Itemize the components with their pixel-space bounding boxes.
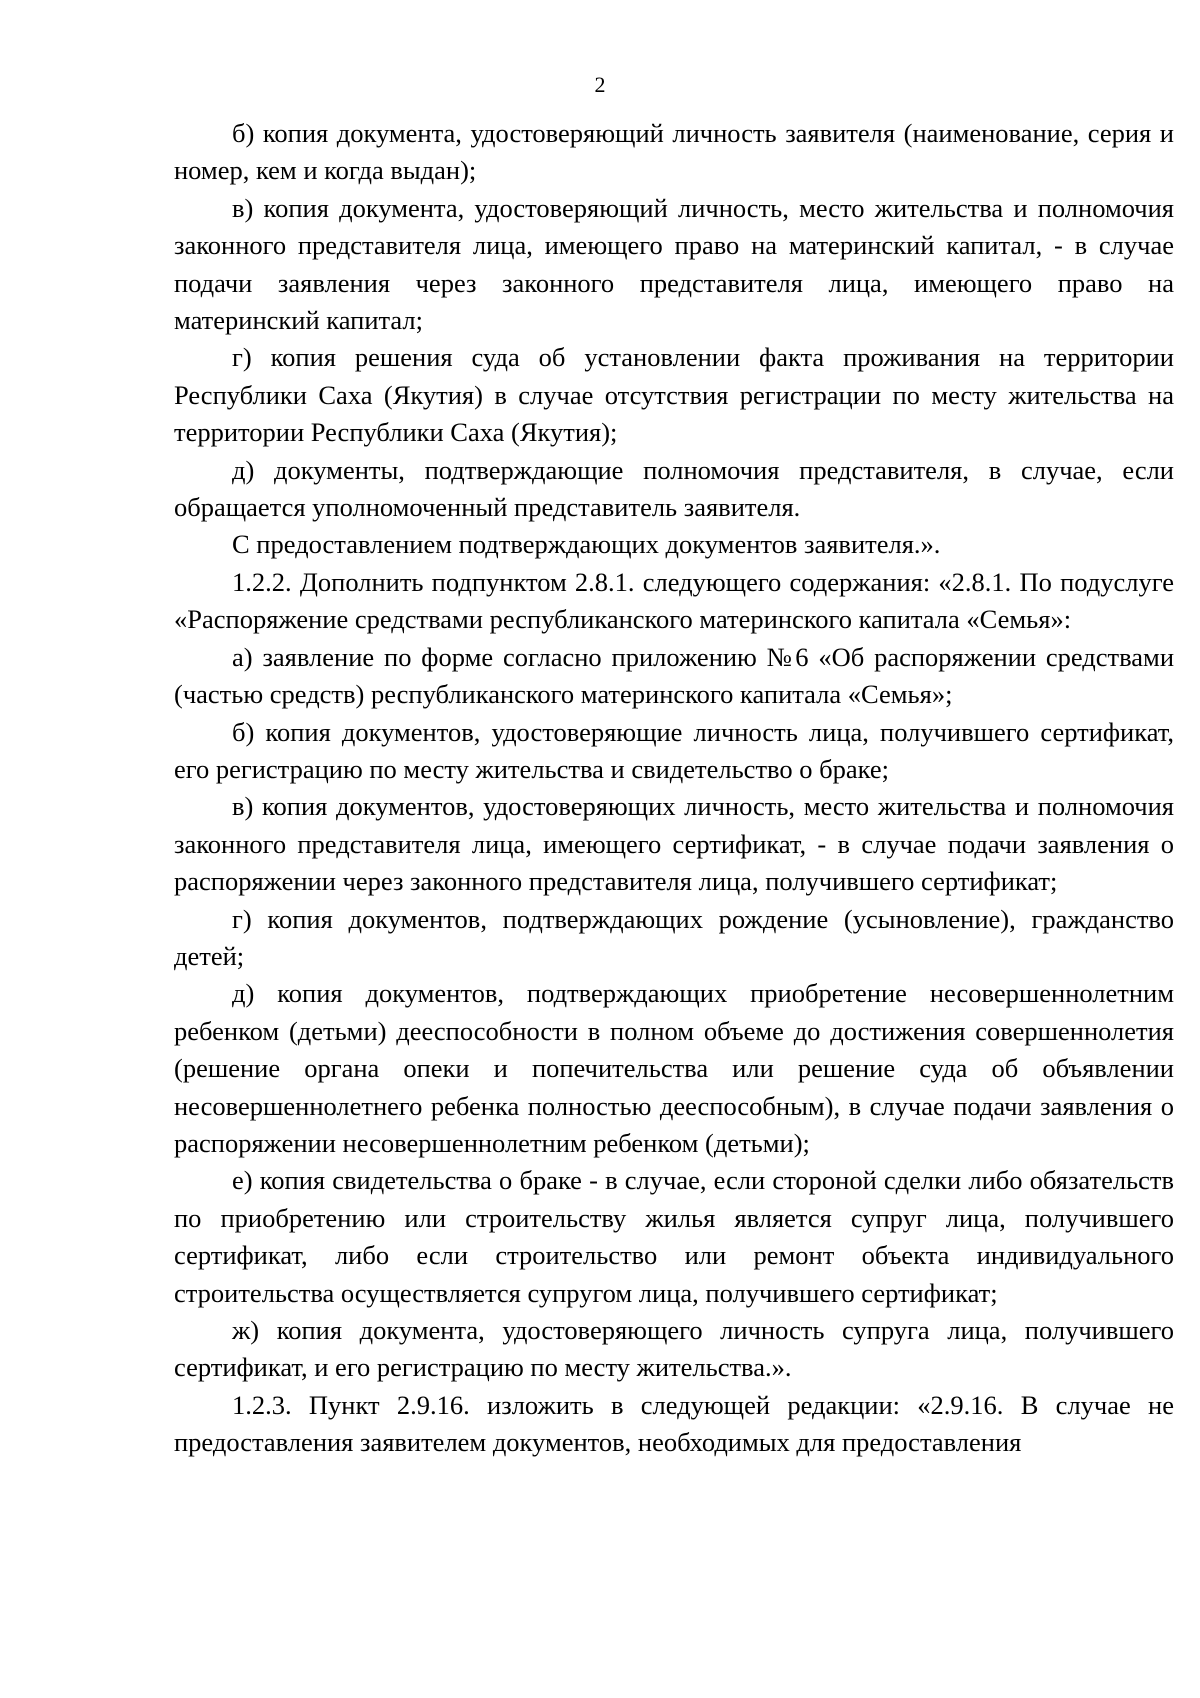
- paragraph-a-application-form: а) заявление по форме согласно приложению №6 «Об распоряжении средствами (частью средств) республиканского материнского капитала «Семья»;: [174, 641, 1174, 710]
- paragraph-zh-spouse-id: ж) копия документа, удостоверяющего личность супруга лица, получившего сертификат, и его регистрацию по месту жительства.».: [174, 1315, 1174, 1383]
- paragraph-d-minor-capacity: д) копия документов, подтверждающих приобретение несовершеннолетним ребенком (детьми) дееспособности в полном объеме до достижения совершеннолетия (решение органа опеки и попечительства или решение суда об объявлении несовершеннолетнего ребенка полностью дееспособным), в случае подачи заявления о распоряжении несовершеннолетним ребенком (детьми);: [174, 978, 1174, 1158]
- document-body: [174, 115, 1174, 1462]
- paragraph-v-representative-documents: в) копия документов, удостоверяющих личность, место жительства и полномочия законного представителя лица, имеющего сертификат, - в случае подачи заявления о распоряжении через законного представителя лица, получившего сертификат;: [174, 791, 1174, 897]
- paragraph-v-legal-representative: в) копия документа, удостоверяющий личность, место жительства и полномочия законного представителя лица, имеющего право на материнский капитал, - в случае подачи заявления через законного представителя лица, имеющего право на материнский капитал;: [174, 192, 1174, 336]
- paragraph-g-court-decision: г) копия решения суда об установлении факта проживания на территории Республики Саха (Якутия) в случае отсутствия регистрации по месту жительства на территории Республики Саха (Якутия);: [174, 342, 1174, 448]
- paragraph-supporting-documents: С предоставлением подтверждающих документов заявителя.».: [232, 529, 941, 560]
- paragraph-g-birth-citizenship: г) копия документов, подтверждающих рождение (усыновление), гражданство детей;: [174, 903, 1174, 971]
- paragraph-1-2-2: 1.2.2. Дополнить подпунктом 2.8.1. следующего содержания: «2.8.1. По подуслуге «Распоряжение средствами республиканского материнского капитала «Семья»:: [174, 566, 1174, 635]
- paragraph-d-authority-documents: д) документы, подтверждающие полномочия представителя, в случае, если обращается уполномоченный представитель заявителя.: [174, 454, 1174, 523]
- page-number: 2: [594, 72, 606, 97]
- paragraph-b-applicant-id: б) копия документа, удостоверяющий личность заявителя (наименование, серия и номер, кем и когда выдан);: [174, 118, 1174, 186]
- paragraph-b-certificate-holder-id: б) копия документов, удостоверяющие личность лица, получившего сертификат, его регистрацию по месту жительства и свидетельство о браке;: [174, 716, 1174, 784]
- paragraph-1-2-3: 1.2.3. Пункт 2.9.16. изложить в следующей редакции: «2.9.16. В случае не предоставления заявителем документов, необходимых для предоставления: [174, 1389, 1174, 1458]
- paragraph-e-marriage-certificate: е) копия свидетельства о браке - в случае, если стороной сделки либо обязательств по приобретению или строительству жилья является супруг лица, получившего сертификат, либо если строительство или ремонт объекта индивидуального строительства осуществляется супругом лица, получившего сертификат;: [174, 1165, 1174, 1308]
